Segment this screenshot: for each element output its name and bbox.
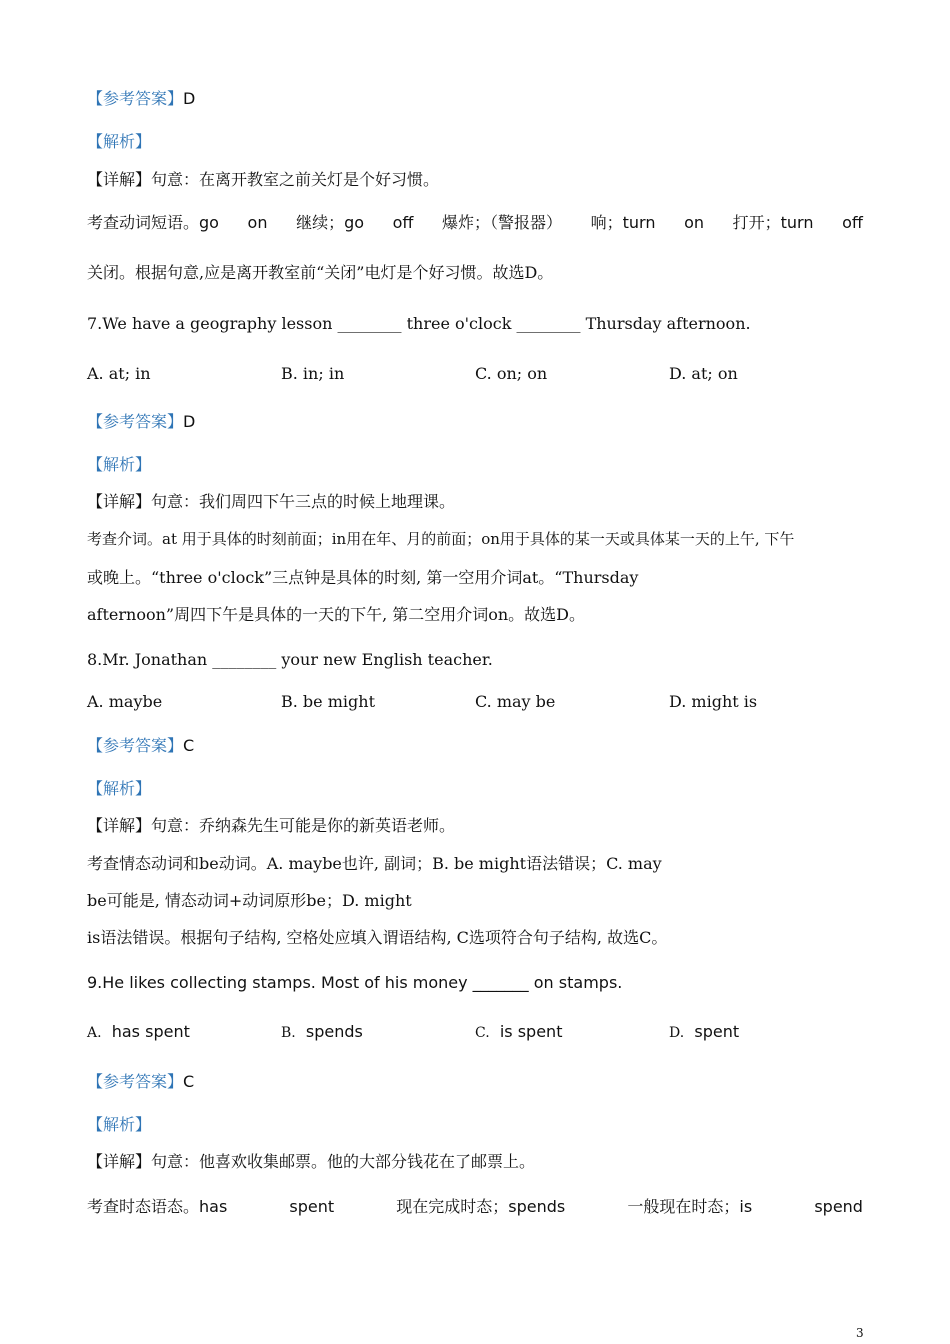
q6-explanation-line2: 关闭。根据句意,应是离开教室前“关闭”电灯是个好习惯。故选D。: [87, 263, 554, 282]
q8-options: [87, 692, 863, 714]
token: 打开；turn: [732, 213, 814, 232]
token: spent: [289, 1197, 335, 1216]
option-b: B. in; in: [281, 364, 345, 383]
answer-label: 【参考答案】: [87, 736, 184, 755]
analysis-label: 【解析】: [87, 1115, 152, 1134]
option-letter: A.: [87, 1025, 102, 1041]
q7-options: [87, 364, 863, 386]
token: off: [392, 213, 414, 232]
q9-detail: 【详解】句意：他喜欢收集邮票。他的大部分钱花在了邮票上。: [87, 1152, 536, 1171]
option-a: A. at; in: [87, 364, 151, 383]
analysis-label: 【解析】: [87, 779, 152, 798]
token: spend: [814, 1197, 863, 1216]
q7-explanation-line1: 考查介词。at 用于具体的时刻前面；in用在年、月的前面；on用于具体的某一天或具体某一天的上午, 下午: [87, 530, 795, 548]
option-c: C. on; on: [475, 364, 548, 383]
q6-answer-line: [87, 89, 195, 108]
analysis-label: 【解析】: [87, 455, 152, 474]
option-letter: C.: [475, 1025, 490, 1041]
q8-detail: 【详解】句意：乔纳森先生可能是你的新英语老师。: [87, 816, 456, 835]
token: 一般现在时态；is: [627, 1197, 753, 1216]
q8-explanation-line2: be可能是, 情态动词+动词原形be；D. might: [87, 891, 412, 910]
q8-explanation-line1: 考查情态动词和be动词。A. maybe也许, 副词；B. be might语法错误；C. may: [87, 854, 662, 873]
option-d: D. might is: [669, 692, 758, 711]
q7-question: 7.We have a geography lesson ________ three o'clock ________ Thursday afternoon.: [87, 314, 751, 333]
analysis-label: 【解析】: [87, 132, 152, 151]
token: 继续；go: [296, 213, 365, 232]
q8-answer-line: [87, 736, 194, 755]
answer-value: C: [183, 736, 195, 755]
q7-explanation-line2: 或晚上。“three o'clock”三点钟是具体的时刻, 第一空用介词at。“Thursday: [87, 568, 639, 587]
answer-value: C: [183, 1072, 195, 1091]
q6-explanation-line1: [87, 213, 863, 232]
q9-question: 9.He likes collecting stamps. Most of his money _______ on stamps.: [87, 973, 623, 992]
answer-label: 【参考答案】: [87, 412, 184, 431]
option-text: has spent: [111, 1022, 190, 1041]
q6-detail: 【详解】句意：在离开教室之前关灯是个好习惯。: [87, 170, 440, 189]
token: off: [842, 213, 863, 232]
option-a: A. maybe: [87, 692, 163, 711]
option-c: C. may be: [475, 692, 556, 711]
option-b: B. be might: [281, 692, 375, 711]
q7-answer-line: [87, 412, 195, 431]
option-text: is spent: [499, 1022, 563, 1041]
q9-answer-line: [87, 1072, 194, 1091]
answer-value: D: [183, 412, 196, 431]
option-b: [281, 1022, 363, 1041]
token: on: [684, 213, 705, 232]
option-d: [669, 1022, 739, 1041]
token: 考查时态语态。has: [87, 1197, 228, 1216]
option-letter: B.: [281, 1025, 296, 1041]
q9-explanation-line1: [87, 1197, 863, 1216]
option-text: spends: [305, 1022, 363, 1041]
answer-label: 【参考答案】: [87, 89, 184, 108]
q7-explanation-line3: afternoon”周四下午是具体的一天的下午, 第二空用介词on。故选D。: [87, 605, 586, 624]
option-text: spent: [694, 1022, 740, 1041]
token: 考查动词短语。go: [87, 213, 219, 232]
page-number: 3: [856, 1326, 864, 1340]
answer-label: 【参考答案】: [87, 1072, 184, 1091]
token: 响；turn: [590, 213, 656, 232]
option-a: [87, 1022, 190, 1041]
token: 现在完成时态；spends: [396, 1197, 566, 1216]
q8-explanation-line3: is语法错误。根据句子结构, 空格处应填入谓语结构, C选项符合句子结构, 故选C。: [87, 928, 668, 947]
option-c: [475, 1022, 562, 1041]
option-letter: D.: [669, 1025, 685, 1041]
token: 爆炸；（警报器）: [442, 213, 563, 232]
token: on: [247, 213, 268, 232]
q8-question: 8.Mr. Jonathan ________ your new English teacher.: [87, 650, 493, 669]
q9-options: [87, 1022, 863, 1044]
option-d: D. at; on: [669, 364, 738, 383]
q7-detail: 【详解】句意：我们周四下午三点的时候上地理课。: [87, 492, 456, 511]
answer-value: D: [183, 89, 196, 108]
